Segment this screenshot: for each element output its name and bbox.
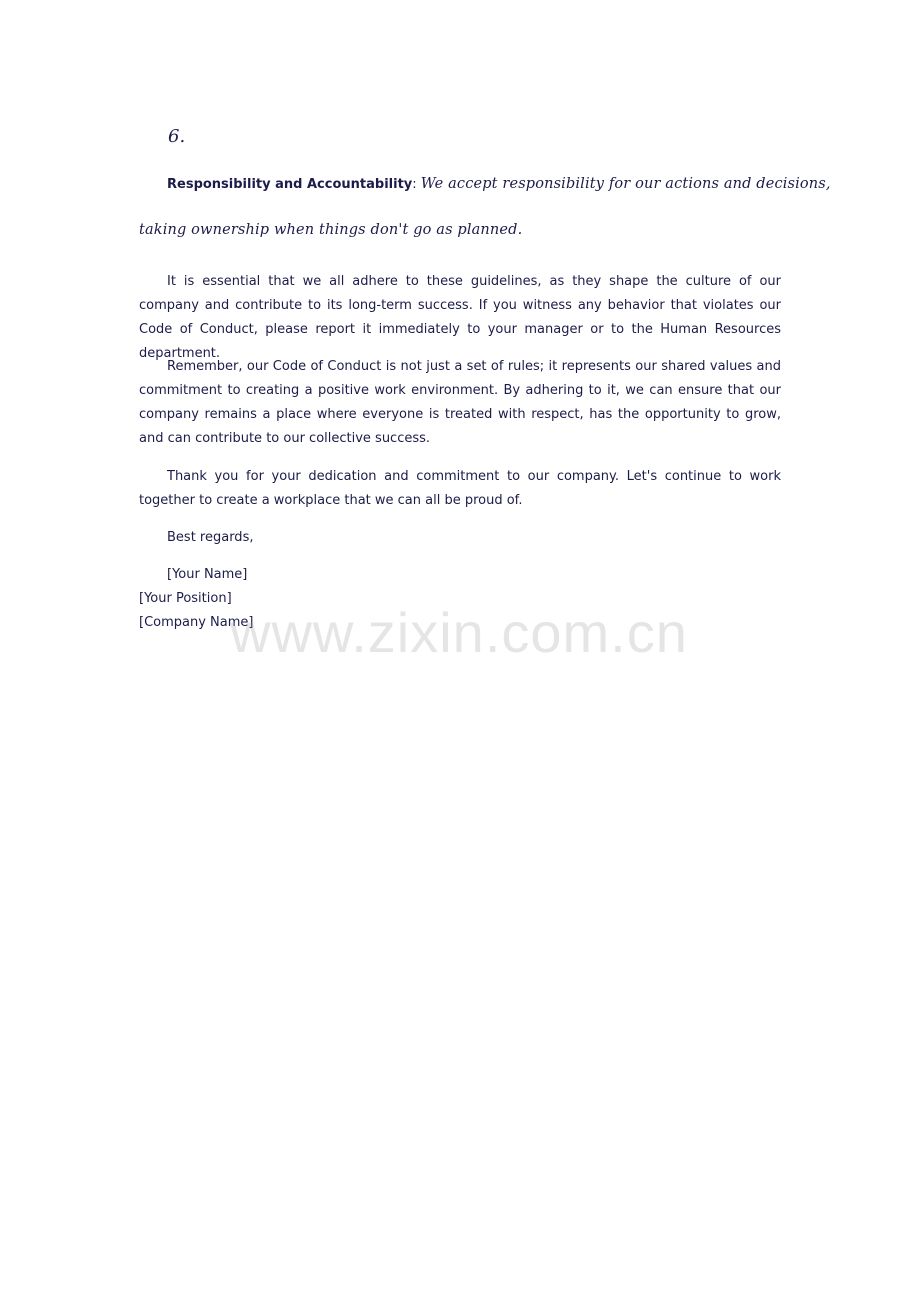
item-number: 6. xyxy=(168,126,186,147)
signature-name: [Your Name] xyxy=(167,567,248,582)
paragraph-remember: Remember, our Code of Conduct is not just a set of rules; it represents our shared values and commitment to creating a positive work environment. By adhering to it, we can ensure that our company remains a place where everyone is treated with respect, has the opportunity to grow, and can contribute to our collective success. xyxy=(139,359,781,446)
signature-company: [Company Name] xyxy=(139,615,254,630)
item-title: Responsibility and Accountability xyxy=(167,177,413,192)
item-description-line2: taking ownership when things don't go as planned. xyxy=(139,222,523,238)
item-description-line1: We accept responsibility for our actions and decisions, xyxy=(420,176,831,192)
closing-best-regards: Best regards, xyxy=(167,530,254,545)
watermark: www.zixin.com.cn xyxy=(230,601,688,664)
item-heading-line xyxy=(167,173,831,196)
paragraph-adherence: It is essential that we all adhere to these guidelines, as they shape the culture of our company and contribute to its long-term success. If you witness any behavior that violates our Code of Conduct, please report it immediately to your manager or to the Human Resources department. xyxy=(139,274,781,361)
item-colon: : xyxy=(412,177,421,192)
signature-position: [Your Position] xyxy=(139,591,232,606)
paragraph-thank-you: Thank you for your dedication and commitment to our company. Let's continue to work together to create a workplace that we can all be proud of. xyxy=(139,469,781,508)
